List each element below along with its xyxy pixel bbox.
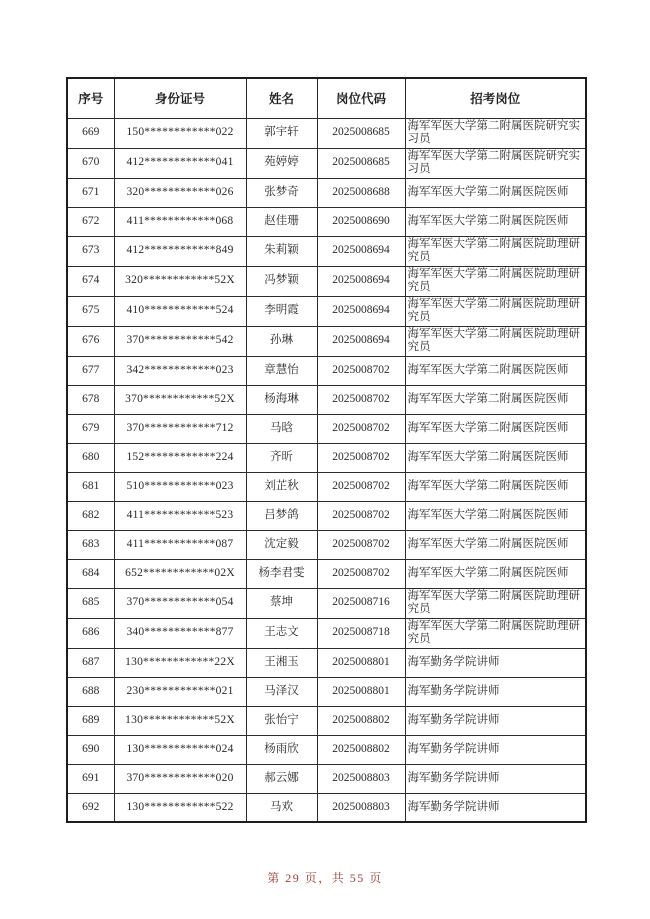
cell-index: 692 (67, 793, 114, 822)
cell-position-code: 2025008702 (317, 356, 405, 385)
table-row (67, 735, 586, 764)
cell-id-number: 370************52X (114, 385, 246, 414)
cell-id-number: 152************224 (114, 443, 246, 472)
cell-name: 张怡宁 (246, 706, 317, 735)
table-row (67, 472, 586, 501)
table-row (67, 356, 586, 385)
cell-index: 690 (67, 735, 114, 764)
cell-position-title: 海军军医大学第二附属医院医师 (405, 530, 586, 559)
cell-position-code: 2025008702 (317, 530, 405, 559)
table-row (67, 677, 586, 706)
cell-position-title: 海军军医大学第二附属医院助理研究员 (405, 588, 586, 618)
cell-position-code: 2025008801 (317, 648, 405, 677)
cell-id-number: 340************877 (114, 618, 246, 648)
cell-position-title: 海军军医大学第二附属医院医师 (405, 559, 586, 588)
cell-name: 章慧怡 (246, 356, 317, 385)
cell-index: 682 (67, 501, 114, 530)
cell-name: 刘芷秋 (246, 472, 317, 501)
cell-name: 齐昕 (246, 443, 317, 472)
table-row (67, 793, 586, 822)
cell-index: 680 (67, 443, 114, 472)
cell-name: 马晗 (246, 414, 317, 443)
cell-id-number: 652************02X (114, 559, 246, 588)
cell-id-number: 320************026 (114, 178, 246, 207)
page-number-indicator: 第 29 页，共 55 页 (267, 871, 383, 885)
cell-index: 679 (67, 414, 114, 443)
table-row (67, 207, 586, 236)
table-header-row (67, 78, 586, 118)
cell-position-title: 海军勤务学院讲师 (405, 648, 586, 677)
cell-name: 郝云娜 (246, 764, 317, 793)
cell-position-title: 海军军医大学第二附属医院医师 (405, 414, 586, 443)
cell-position-title: 海军军医大学第二附属医院研究实习员 (405, 148, 586, 178)
cell-id-number: 342************023 (114, 356, 246, 385)
table-row (67, 266, 586, 296)
cell-name: 苑婷婷 (246, 148, 317, 178)
cell-position-code: 2025008702 (317, 501, 405, 530)
cell-index: 687 (67, 648, 114, 677)
cell-id-number: 411************523 (114, 501, 246, 530)
cell-position-code: 2025008702 (317, 472, 405, 501)
table-row (67, 236, 586, 266)
table-row (67, 588, 586, 618)
cell-id-number: 370************712 (114, 414, 246, 443)
cell-name: 杨李君雯 (246, 559, 317, 588)
cell-position-title: 海军军医大学第二附属医院医师 (405, 356, 586, 385)
cell-name: 赵佳珊 (246, 207, 317, 236)
table-row (67, 559, 586, 588)
cell-name: 吕梦鸽 (246, 501, 317, 530)
cell-id-number: 412************041 (114, 148, 246, 178)
cell-position-title: 海军勤务学院讲师 (405, 677, 586, 706)
cell-index: 685 (67, 588, 114, 618)
cell-index: 683 (67, 530, 114, 559)
cell-position-title: 海军勤务学院讲师 (405, 706, 586, 735)
cell-index: 674 (67, 266, 114, 296)
cell-index: 672 (67, 207, 114, 236)
cell-id-number: 411************087 (114, 530, 246, 559)
cell-position-code: 2025008685 (317, 118, 405, 148)
cell-id-number: 150************022 (114, 118, 246, 148)
cell-index: 691 (67, 764, 114, 793)
table-row (67, 296, 586, 326)
cell-position-code: 2025008802 (317, 706, 405, 735)
cell-name: 马欢 (246, 793, 317, 822)
cell-id-number: 320************52X (114, 266, 246, 296)
cell-position-title: 海军军医大学第二附属医院助理研究员 (405, 618, 586, 648)
cell-position-code: 2025008801 (317, 677, 405, 706)
cell-name: 杨雨欣 (246, 735, 317, 764)
cell-id-number: 412************849 (114, 236, 246, 266)
cell-index: 671 (67, 178, 114, 207)
cell-position-code: 2025008685 (317, 148, 405, 178)
cell-position-code: 2025008688 (317, 178, 405, 207)
table-row (67, 118, 586, 148)
cell-id-number: 510************023 (114, 472, 246, 501)
table-row (67, 178, 586, 207)
table-row (67, 648, 586, 677)
cell-position-code: 2025008702 (317, 414, 405, 443)
cell-position-code: 2025008694 (317, 266, 405, 296)
cell-position-title: 海军军医大学第二附属医院医师 (405, 501, 586, 530)
cell-name: 蔡坤 (246, 588, 317, 618)
cell-index: 689 (67, 706, 114, 735)
cell-name: 沈定毅 (246, 530, 317, 559)
cell-index: 678 (67, 385, 114, 414)
cell-index: 686 (67, 618, 114, 648)
table-row (67, 530, 586, 559)
column-header-index: 序号 (67, 78, 114, 118)
cell-position-title: 海军军医大学第二附属医院助理研究员 (405, 236, 586, 266)
cell-index: 669 (67, 118, 114, 148)
table-row (67, 326, 586, 356)
table-row (67, 414, 586, 443)
cell-position-title: 海军勤务学院讲师 (405, 735, 586, 764)
cell-position-code: 2025008702 (317, 385, 405, 414)
cell-position-code: 2025008802 (317, 735, 405, 764)
cell-position-title: 海军军医大学第二附属医院医师 (405, 385, 586, 414)
cell-name: 朱莉颖 (246, 236, 317, 266)
table-body (67, 118, 586, 822)
column-header-position-code: 岗位代码 (317, 78, 405, 118)
cell-position-code: 2025008702 (317, 559, 405, 588)
cell-index: 681 (67, 472, 114, 501)
cell-index: 684 (67, 559, 114, 588)
cell-name: 冯梦颖 (246, 266, 317, 296)
cell-position-code: 2025008694 (317, 236, 405, 266)
cell-position-title: 海军军医大学第二附属医院助理研究员 (405, 326, 586, 356)
cell-position-code: 2025008694 (317, 296, 405, 326)
table-row (67, 618, 586, 648)
cell-position-code: 2025008690 (317, 207, 405, 236)
cell-id-number: 130************52X (114, 706, 246, 735)
column-header-position-title: 招考岗位 (405, 78, 586, 118)
cell-index: 673 (67, 236, 114, 266)
cell-position-title: 海军军医大学第二附属医院医师 (405, 443, 586, 472)
cell-id-number: 130************22X (114, 648, 246, 677)
cell-name: 郭宇轩 (246, 118, 317, 148)
cell-position-title: 海军军医大学第二附属医院医师 (405, 472, 586, 501)
cell-index: 677 (67, 356, 114, 385)
cell-name: 王志文 (246, 618, 317, 648)
cell-name: 杨海琳 (246, 385, 317, 414)
cell-id-number: 410************524 (114, 296, 246, 326)
cell-name: 张梦奇 (246, 178, 317, 207)
cell-name: 李明霞 (246, 296, 317, 326)
cell-position-code: 2025008694 (317, 326, 405, 356)
cell-position-title: 海军军医大学第二附属医院研究实习员 (405, 118, 586, 148)
table-row (67, 443, 586, 472)
table-row (67, 385, 586, 414)
cell-index: 670 (67, 148, 114, 178)
cell-id-number: 230************021 (114, 677, 246, 706)
cell-position-title: 海军军医大学第二附属医院助理研究员 (405, 296, 586, 326)
cell-index: 675 (67, 296, 114, 326)
table-row (67, 706, 586, 735)
cell-position-title: 海军勤务学院讲师 (405, 793, 586, 822)
cell-name: 王湘玉 (246, 648, 317, 677)
cell-name: 马泽汉 (246, 677, 317, 706)
cell-id-number: 130************024 (114, 735, 246, 764)
cell-position-code: 2025008803 (317, 764, 405, 793)
cell-position-code: 2025008702 (317, 443, 405, 472)
cell-id-number: 370************020 (114, 764, 246, 793)
recruitment-roster-table (66, 77, 587, 823)
cell-id-number: 411************068 (114, 207, 246, 236)
cell-position-code: 2025008718 (317, 618, 405, 648)
table-row (67, 764, 586, 793)
cell-position-title: 海军军医大学第二附属医院医师 (405, 178, 586, 207)
cell-id-number: 370************054 (114, 588, 246, 618)
cell-index: 676 (67, 326, 114, 356)
cell-id-number: 130************522 (114, 793, 246, 822)
table-row (67, 501, 586, 530)
cell-position-title: 海军军医大学第二附属医院助理研究员 (405, 266, 586, 296)
cell-position-title: 海军勤务学院讲师 (405, 764, 586, 793)
column-header-name: 姓名 (246, 78, 317, 118)
table-row (67, 148, 586, 178)
cell-position-code: 2025008716 (317, 588, 405, 618)
cell-position-code: 2025008803 (317, 793, 405, 822)
cell-index: 688 (67, 677, 114, 706)
column-header-id-number: 身份证号 (114, 78, 246, 118)
cell-name: 孙琳 (246, 326, 317, 356)
cell-id-number: 370************542 (114, 326, 246, 356)
cell-position-title: 海军军医大学第二附属医院医师 (405, 207, 586, 236)
